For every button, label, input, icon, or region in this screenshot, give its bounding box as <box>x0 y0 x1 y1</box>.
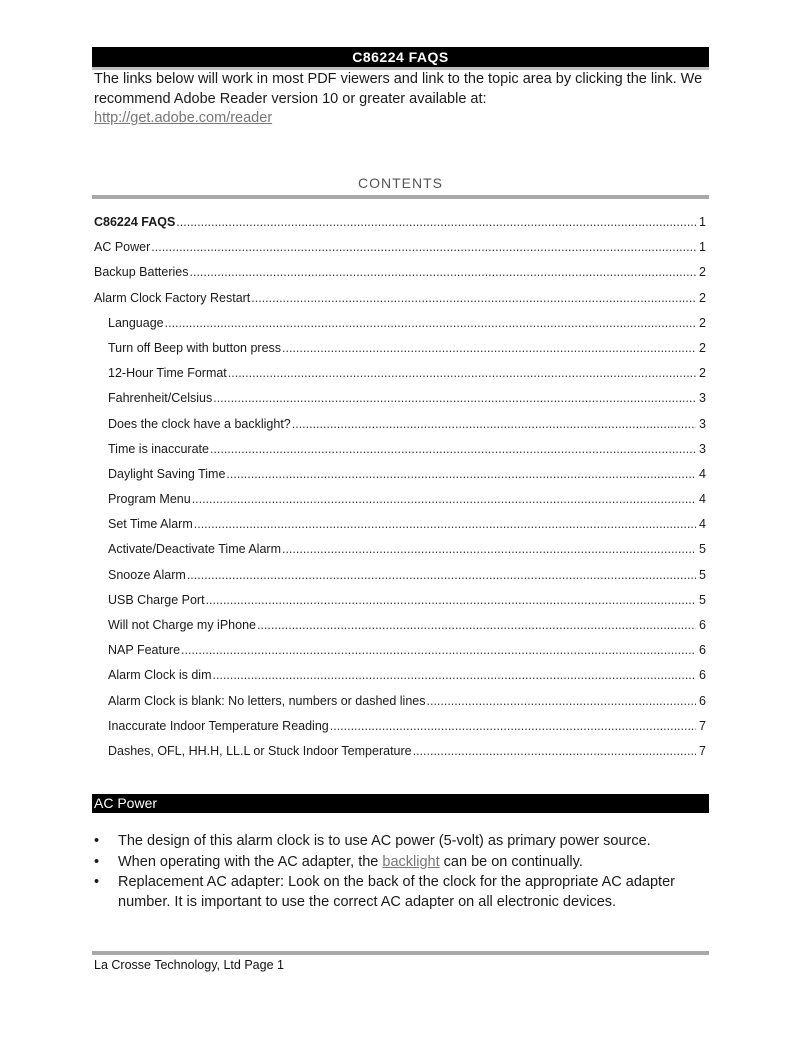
toc-item-title: Snooze Alarm <box>108 567 186 582</box>
toc-item-page: 2 <box>699 340 706 355</box>
list-item <box>94 832 706 852</box>
toc-item-title: Time is inaccurate <box>108 441 209 456</box>
toc-item-page: 6 <box>699 668 706 683</box>
toc-item-title: C86224 FAQS <box>94 215 176 229</box>
section-heading-ac-power: AC Power <box>92 794 709 813</box>
toc-item-page: 5 <box>699 567 706 582</box>
toc-item[interactable] <box>94 260 706 285</box>
toc-item[interactable] <box>94 386 706 411</box>
toc-item-title: NAP Feature <box>108 643 181 658</box>
bullet-icon: • <box>94 853 100 870</box>
toc-item-page: 6 <box>699 618 706 632</box>
toc-item-page: 7 <box>699 718 706 733</box>
toc-item[interactable] <box>94 462 706 487</box>
toc-item-title: Alarm Clock is blank: No letters, numbers or dashed lines <box>108 693 426 708</box>
toc-item-page: 6 <box>699 693 706 708</box>
toc-item[interactable] <box>94 361 706 386</box>
toc-item[interactable] <box>94 588 706 613</box>
toc-item-title: Language <box>108 315 164 330</box>
toc-item-title: Alarm Clock is dim <box>108 668 212 683</box>
toc-item-title: Turn off Beep with button press <box>108 340 282 355</box>
intro-text: The links below will work in most PDF viewers and link to the topic area by clicking the link. We recommend Adobe Reader version 10 or greater available at: <box>94 71 703 107</box>
toc-item[interactable] <box>94 563 706 588</box>
toc-item[interactable] <box>94 412 706 437</box>
toc-item[interactable] <box>94 613 706 638</box>
backlight-link[interactable]: backlight <box>382 853 440 870</box>
bullet-text-pre: When operating with the AC adapter, the <box>118 853 383 870</box>
toc-item[interactable] <box>94 286 706 311</box>
bullet-text-post: can be on continually. <box>439 853 583 870</box>
bullet-text: Replacement AC adapter: Look on the back of the clock for the appropriate AC adapter number. It is important to use the correct AC adapter on all electronic devices. <box>118 874 675 910</box>
toc-item-title: USB Charge Port <box>108 592 205 607</box>
toc-item-page: 5 <box>699 592 706 607</box>
toc-item-page: 2 <box>699 290 706 305</box>
toc-item[interactable] <box>94 336 706 361</box>
contents-divider <box>92 195 709 199</box>
toc-item[interactable] <box>94 210 706 235</box>
toc-item-page: 3 <box>699 441 706 456</box>
toc-item-page: 4 <box>699 492 706 507</box>
toc-item-page: 3 <box>699 391 706 406</box>
page-title: C86224 FAQS <box>92 47 709 67</box>
toc-item-title: Does the clock have a backlight? <box>108 416 291 431</box>
list-item <box>94 873 706 912</box>
bullet-text: The design of this alarm clock is to use AC power (5-volt) as primary power source. <box>118 833 651 849</box>
toc-item-page: 4 <box>699 517 706 532</box>
toc-item-title: 12-Hour Time Format <box>108 366 227 381</box>
toc-item[interactable] <box>94 739 706 764</box>
toc-item-page: 2 <box>699 315 706 330</box>
bullet-icon: • <box>94 833 100 849</box>
toc-item-page: 3 <box>699 416 706 431</box>
toc-item-title: Dashes, OFL, HH.H, LL.L or Stuck Indoor Temperature <box>108 743 412 758</box>
adobe-reader-link[interactable]: http://get.adobe.com/reader <box>94 110 273 126</box>
toc-item[interactable] <box>94 311 706 336</box>
contents-heading: CONTENTS <box>358 175 443 191</box>
toc-item-page: 6 <box>699 643 706 658</box>
toc-item-page: 2 <box>699 366 706 381</box>
toc-item[interactable] <box>94 235 706 260</box>
toc-item[interactable] <box>94 437 706 462</box>
toc-item[interactable] <box>94 487 706 512</box>
footer-divider <box>92 951 709 955</box>
toc-item[interactable] <box>94 689 706 714</box>
intro-paragraph <box>94 70 704 129</box>
toc-item-page: 1 <box>699 215 706 229</box>
table-of-contents <box>94 210 706 764</box>
toc-item-page: 7 <box>699 743 706 758</box>
toc-item-page: 1 <box>699 240 706 255</box>
toc-item-page: 5 <box>699 542 706 557</box>
toc-item-title: Program Menu <box>108 492 191 507</box>
toc-item-title: Will not Charge my iPhone <box>108 618 256 632</box>
ac-power-bullet-list <box>94 832 706 913</box>
bullet-icon: • <box>94 874 100 890</box>
toc-item-page: 2 <box>699 265 706 280</box>
toc-item[interactable] <box>94 512 706 537</box>
toc-item-page: 4 <box>699 466 706 481</box>
toc-item-title: Activate/Deactivate Time Alarm <box>108 542 281 557</box>
toc-item-title: Alarm Clock Factory Restart <box>94 290 251 305</box>
toc-item-title: Inaccurate Indoor Temperature Reading <box>108 718 329 733</box>
toc-item[interactable] <box>94 537 706 562</box>
toc-item[interactable] <box>94 663 706 688</box>
toc-item-title: Set Time Alarm <box>108 517 193 532</box>
toc-item[interactable] <box>94 714 706 739</box>
toc-item-title: AC Power <box>94 240 151 255</box>
toc-item[interactable] <box>94 638 706 663</box>
toc-item-title: Daylight Saving Time <box>108 466 226 481</box>
list-item <box>94 853 706 873</box>
toc-item-title: Backup Batteries <box>94 265 189 280</box>
page-footer: La Crosse Technology, Ltd Page 1 <box>94 958 284 972</box>
toc-item-title: Fahrenheit/Celsius <box>108 391 213 406</box>
